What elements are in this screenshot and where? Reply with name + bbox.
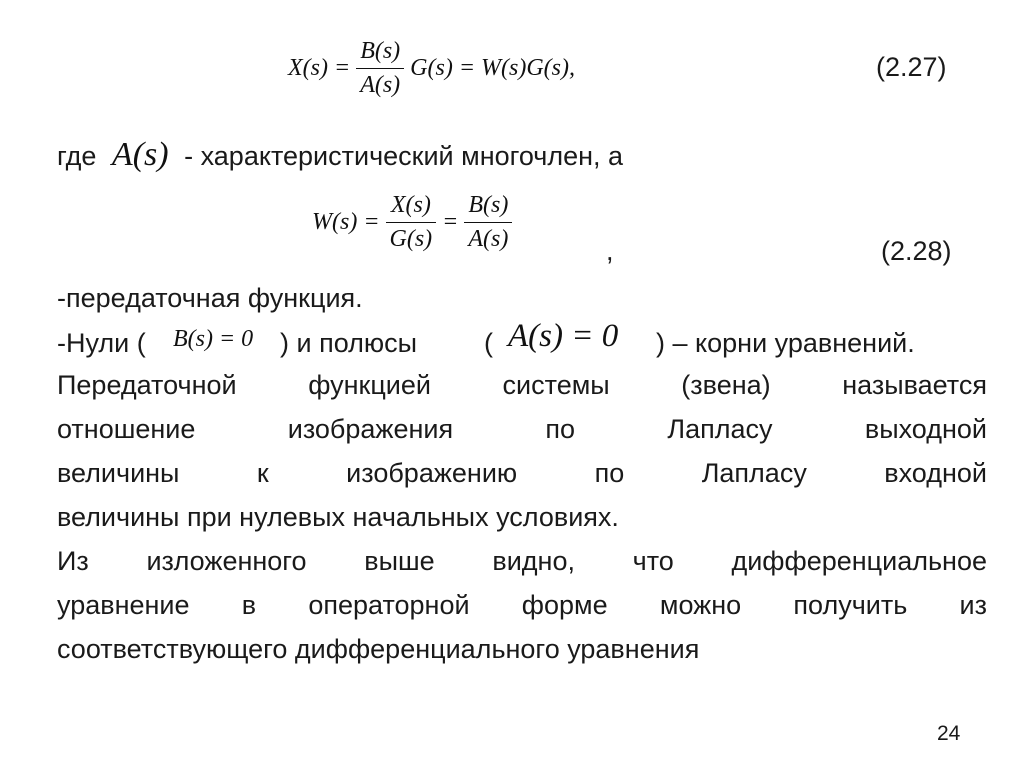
eq2-numerator-2: B(s)	[468, 192, 509, 218]
paragraph1-line-2: отношение изображения по Лапласу выходной	[57, 414, 987, 444]
zeros-prefix: -Нули (	[57, 328, 146, 358]
equation-2-28	[312, 192, 512, 253]
zeros-math: B(s) = 0	[173, 326, 254, 352]
eq1-fraction	[356, 38, 404, 99]
paragraph1-line-3: величины к изображению по Лапласу входной	[57, 458, 987, 488]
fraction-bar	[464, 222, 512, 223]
where-suffix: - характеристический многочлен, а	[184, 141, 624, 171]
eq2-equals: =	[442, 209, 459, 235]
equation-2-27	[288, 38, 575, 99]
eq1-numerator: B(s)	[360, 38, 401, 64]
eq2-fraction-1	[386, 192, 437, 253]
paragraph2-line-3: соответствующего дифференциального уравнения	[57, 634, 700, 664]
paragraph1-line-1: Передаточной функцией системы (звена) называется	[57, 370, 987, 400]
paragraph2-line-1: Из изложенного выше видно, что дифференциальное	[57, 546, 987, 576]
page-number: 24	[937, 722, 961, 745]
equation-number-2-28: (2.28)	[881, 236, 952, 266]
eq2-fraction-2	[464, 192, 512, 253]
poles-open-paren: (	[484, 328, 493, 358]
fraction-bar	[386, 222, 437, 223]
zeros-mid: ) и полюсы	[280, 328, 418, 358]
poles-math: A(s) = 0	[508, 318, 619, 354]
eq1-denominator: A(s)	[360, 72, 401, 98]
eq2-denominator-1: G(s)	[389, 226, 433, 252]
line-where	[57, 138, 623, 173]
line-transfer-function: -передаточная функция.	[57, 283, 363, 313]
fraction-bar	[356, 68, 404, 69]
eq2-comma: ,	[606, 236, 614, 266]
equation-number-2-27: (2.27)	[876, 52, 947, 82]
eq2-lhs: W(s) =	[312, 209, 380, 235]
paragraph1-line-4: величины при нулевых начальных условиях.	[57, 502, 619, 532]
where-math: A(s)	[111, 136, 169, 173]
eq1-lhs: X(s) =	[288, 55, 351, 81]
eq2-denominator-2: A(s)	[468, 226, 509, 252]
eq1-rhs: G(s) = W(s)G(s),	[410, 55, 575, 81]
where-prefix: где	[57, 141, 97, 171]
zeros-suffix: ) – корни уравнений.	[656, 328, 915, 358]
eq2-numerator-1: X(s)	[390, 192, 431, 218]
paragraph2-line-2: уравнение в операторной форме можно получить из	[57, 590, 987, 620]
line-zeros-poles	[57, 326, 146, 360]
